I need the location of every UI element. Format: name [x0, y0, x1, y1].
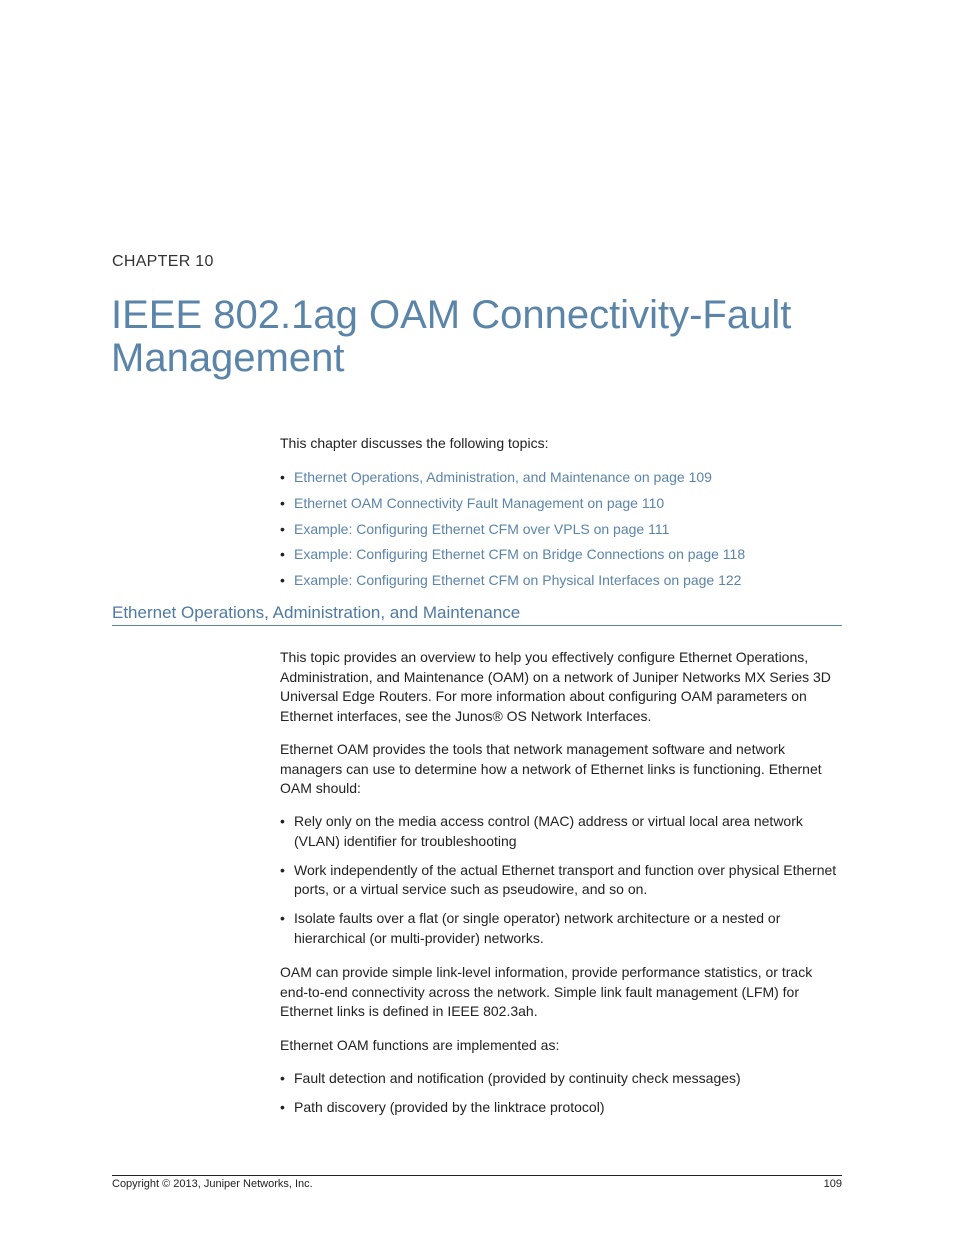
topic-link-text[interactable]: Example: Configuring Ethernet CFM on Physical Interfaces on page 122	[294, 572, 742, 589]
bullet-icon: •	[280, 1099, 285, 1115]
bullet-icon: •	[280, 910, 285, 926]
functions-list	[280, 1069, 844, 1118]
bullet-icon: •	[280, 494, 285, 511]
chapter-label: CHAPTER 10	[112, 253, 214, 270]
topic-link[interactable]	[280, 493, 745, 519]
chapter-title	[111, 294, 851, 380]
topic-link-text[interactable]: Ethernet OAM Connectivity Fault Management on page 110	[294, 494, 665, 511]
paragraph-overview: This topic provides an overview to help you effectively configure Ethernet Operations, Administration, and Maintenance (OAM) on a network of Juniper Networks MX Series 3D Universal Edge Routers. For more information about configuring OAM parameters on Ethernet interfaces, see the Junos® OS Network Interfaces.	[280, 649, 831, 724]
list-item-text: Path discovery (provided by the linktrace protocol)	[294, 1099, 605, 1115]
list-item	[280, 1069, 844, 1089]
bullet-icon: •	[280, 520, 285, 537]
should-list	[280, 812, 844, 948]
section-heading: Ethernet Operations, Administration, and Maintenance	[112, 603, 842, 626]
paragraph-functions: Ethernet OAM functions are implemented as:	[280, 1037, 560, 1053]
list-item	[280, 812, 844, 851]
paragraph-oam: OAM can provide simple link-level information, provide performance statistics, or track end-to-end connectivity across the network. Simple link fault management (LFM) for Ethernet links is defined in IEEE 802.3ah.	[280, 964, 813, 1019]
list-item-text: Work independently of the actual Ethernet transport and function over physical Ethernet ports, or a virtual service such as pseudowire, and so on.	[294, 861, 837, 897]
topic-link[interactable]	[280, 544, 745, 570]
bullet-icon: •	[280, 546, 285, 563]
bullet-icon: •	[280, 861, 285, 878]
bullet-icon: •	[280, 572, 285, 589]
topic-link[interactable]	[280, 570, 745, 596]
bullet-icon: •	[280, 1070, 285, 1086]
list-item	[280, 909, 844, 948]
list-item	[280, 861, 844, 900]
list-item	[280, 1098, 844, 1118]
topic-link-text[interactable]: Example: Configuring Ethernet CFM on Bridge Connections on page 118	[294, 546, 746, 563]
footer-divider	[112, 1175, 842, 1176]
intro-text: This chapter discusses the following topics:	[280, 435, 549, 451]
list-item-text: Isolate faults over a flat (or single operator) network architecture or a nested or hierarchical (or multi-provider) networks.	[294, 910, 781, 946]
footer-page-number: 109	[823, 1178, 842, 1190]
topic-link-text[interactable]: Example: Configuring Ethernet CFM over VPLS on page 111	[294, 520, 670, 537]
topic-link[interactable]	[280, 467, 745, 493]
topic-link-text[interactable]: Ethernet Operations, Administration, and Maintenance on page 109	[294, 469, 712, 485]
chapter-title-line2: Management	[111, 336, 345, 380]
paragraph-tools: Ethernet OAM provides the tools that network management software and network managers can use to determine how a network of Ethernet links is functioning. Ethernet OAM should:	[280, 741, 822, 796]
footer-copyright: Copyright © 2013, Juniper Networks, Inc.	[112, 1178, 313, 1190]
list-item-text: Fault detection and notification (provided by continuity check messages)	[294, 1070, 741, 1086]
bullet-icon: •	[280, 469, 285, 485]
chapter-title-line1: IEEE 802.1ag OAM Connectivity-Fault	[111, 293, 792, 337]
bullet-icon: •	[280, 813, 285, 829]
topic-link[interactable]	[280, 519, 745, 545]
topic-list	[280, 467, 745, 596]
list-item-text: Rely only on the media access control (MAC) address or virtual local area network (VLAN) identifier for troubleshooting	[294, 813, 803, 849]
